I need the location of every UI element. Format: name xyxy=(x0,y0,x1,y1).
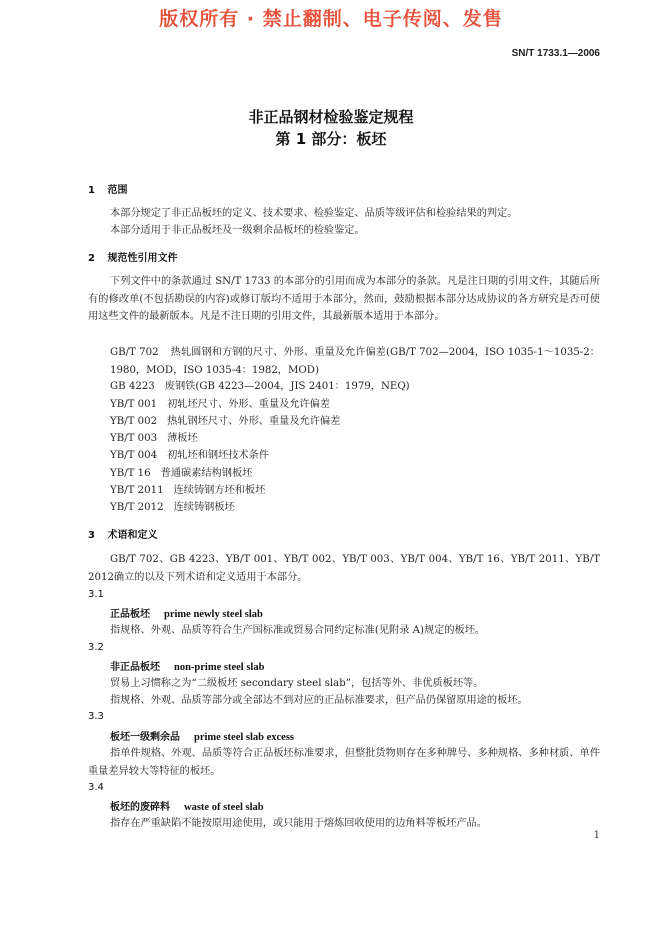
reference-item xyxy=(110,378,600,396)
term-number: 3.3 xyxy=(88,711,104,722)
reference-code: YB/T 001 xyxy=(110,399,158,410)
reference-code: GB 4223 xyxy=(110,381,155,392)
reference-item xyxy=(110,447,600,465)
reference-title: 热轧圆钢和方钢的尺寸、外形、重量及允许偏差(GB/T 702—2004，ISO 1035-1～1035-2：1980，MOD，ISO 1035-4：1982，MOD) xyxy=(110,347,600,376)
section-1-para-2: 本部分适用于非正品板坯及一级剩余品板坯的检验鉴定。 xyxy=(110,225,365,236)
section-title: 规范性引用文件 xyxy=(107,253,178,264)
section-2-intro: 下列文件中的条款通过 SN/T 1733 的本部分的引用而成为本部分的条款。凡是注日期的引用文件，其随后所有的修改单(不包括勘误的内容)或修订版均不适用于本部分，然而，鼓励根据本部分达成协议的各方研究是否可使用这些文件的最新版本。凡是不注日期的引用文件，其最新版本适用于本部分。 xyxy=(88,276,600,322)
copyright-watermark: 版权所有 · 禁止翻制、电子传阅、发售 xyxy=(159,8,503,30)
reference-title: 薄板坯 xyxy=(167,433,198,444)
term-chinese: 正品板坯 xyxy=(110,609,150,620)
term-definition: 指单件规格、外观、品质等符合正品板坯标准要求，但整批货物则存在多种牌号、多种规格、多种材质、单件重量差异较大等特征的板坯。 xyxy=(88,748,600,777)
term-english: prime steel slab excess xyxy=(194,732,295,743)
term-english: waste of steel slab xyxy=(184,802,264,813)
reference-title: 连续铸钢板坯 xyxy=(173,502,235,513)
standard-code: SN/T 1733.1—2006 xyxy=(511,48,600,59)
reference-item xyxy=(110,499,600,517)
reference-code: GB/T 702 xyxy=(110,347,159,358)
term-heading xyxy=(110,728,294,743)
section-title: 术语和定义 xyxy=(107,530,158,541)
title-line-2: 第 1 部分：板坯 xyxy=(275,130,387,148)
reference-title: 初轧坯尺寸、外形、重量及允许偏差 xyxy=(167,399,331,410)
reference-code: YB/T 16 xyxy=(110,468,151,479)
term-heading xyxy=(110,605,263,620)
section-title: 范围 xyxy=(107,185,128,196)
reference-title: 普通碳素结构钢板坯 xyxy=(160,468,253,479)
term-english: prime newly steel slab xyxy=(164,609,263,620)
reference-title: 热轧钢坯尺寸、外形、重量及允许偏差 xyxy=(167,416,341,427)
term-note: 贸易上习惯称之为“二级板坯 secondary steel slab”，包括等外、非优质板坯等。 xyxy=(110,678,484,689)
reference-item xyxy=(110,465,600,483)
reference-item xyxy=(110,396,600,414)
reference-code: YB/T 004 xyxy=(110,450,158,461)
term-definition: 指规格、外观、品质等部分或全部达不到对应的正品标准要求，但产品仍保留原用途的板坯。 xyxy=(110,695,528,706)
term-number: 3.2 xyxy=(88,642,104,653)
term-number: 3.4 xyxy=(88,782,104,793)
section-number: 3 xyxy=(88,530,95,541)
reference-item xyxy=(110,413,600,431)
term-definition: 指规格、外观、品质等符合生产国标准或贸易合同约定标准(见附录 A)规定的板坯。 xyxy=(110,625,486,636)
section-1-para-1: 本部分规定了非正品板坯的定义、技术要求、检验鉴定、品质等级评估和检验结果的判定。 xyxy=(110,208,518,219)
term-heading xyxy=(110,658,264,673)
section-2-heading xyxy=(88,249,177,264)
section-3-intro: GB/T 702、GB 4223、YB/T 001、YB/T 002、YB/T 003、YB/T 004、YB/T 16、YB/T 2011、YB/T 2012确立的以及下列术语和定义适用于本部分。 xyxy=(88,554,600,583)
reference-item xyxy=(88,344,600,379)
reference-title: 废钢铁(GB 4223—2004，JIS 2401：1979，NEQ) xyxy=(164,381,410,392)
section-1-heading xyxy=(88,181,127,196)
section-number: 2 xyxy=(88,253,95,264)
term-english: non-prime steel slab xyxy=(174,662,265,673)
reference-code: YB/T 2011 xyxy=(110,485,164,496)
reference-title: 初轧坯和钢坯技术条件 xyxy=(167,450,269,461)
section-number: 1 xyxy=(88,185,95,196)
term-chinese: 板坯一级剩余品 xyxy=(110,732,180,743)
reference-code: YB/T 002 xyxy=(110,416,158,427)
document-title xyxy=(0,106,662,150)
page-number: 1 xyxy=(593,830,600,841)
reference-title: 连续铸钢方坯和板坯 xyxy=(173,485,266,496)
reference-code: YB/T 003 xyxy=(110,433,158,444)
term-number: 3.1 xyxy=(88,589,104,600)
term-chinese: 非正品板坯 xyxy=(110,662,160,673)
section-3-heading xyxy=(88,526,157,541)
term-chinese: 板坯的废碎料 xyxy=(110,802,170,813)
term-heading xyxy=(110,798,264,813)
reference-item xyxy=(110,430,600,448)
reference-item xyxy=(110,482,600,500)
title-line-1: 非正品钢材检验鉴定规程 xyxy=(248,108,414,126)
term-definition: 指存在严重缺陷不能按原用途使用，或只能用于熔炼回收使用的边角料等板坯产品。 xyxy=(110,818,487,829)
reference-code: YB/T 2012 xyxy=(110,502,164,513)
